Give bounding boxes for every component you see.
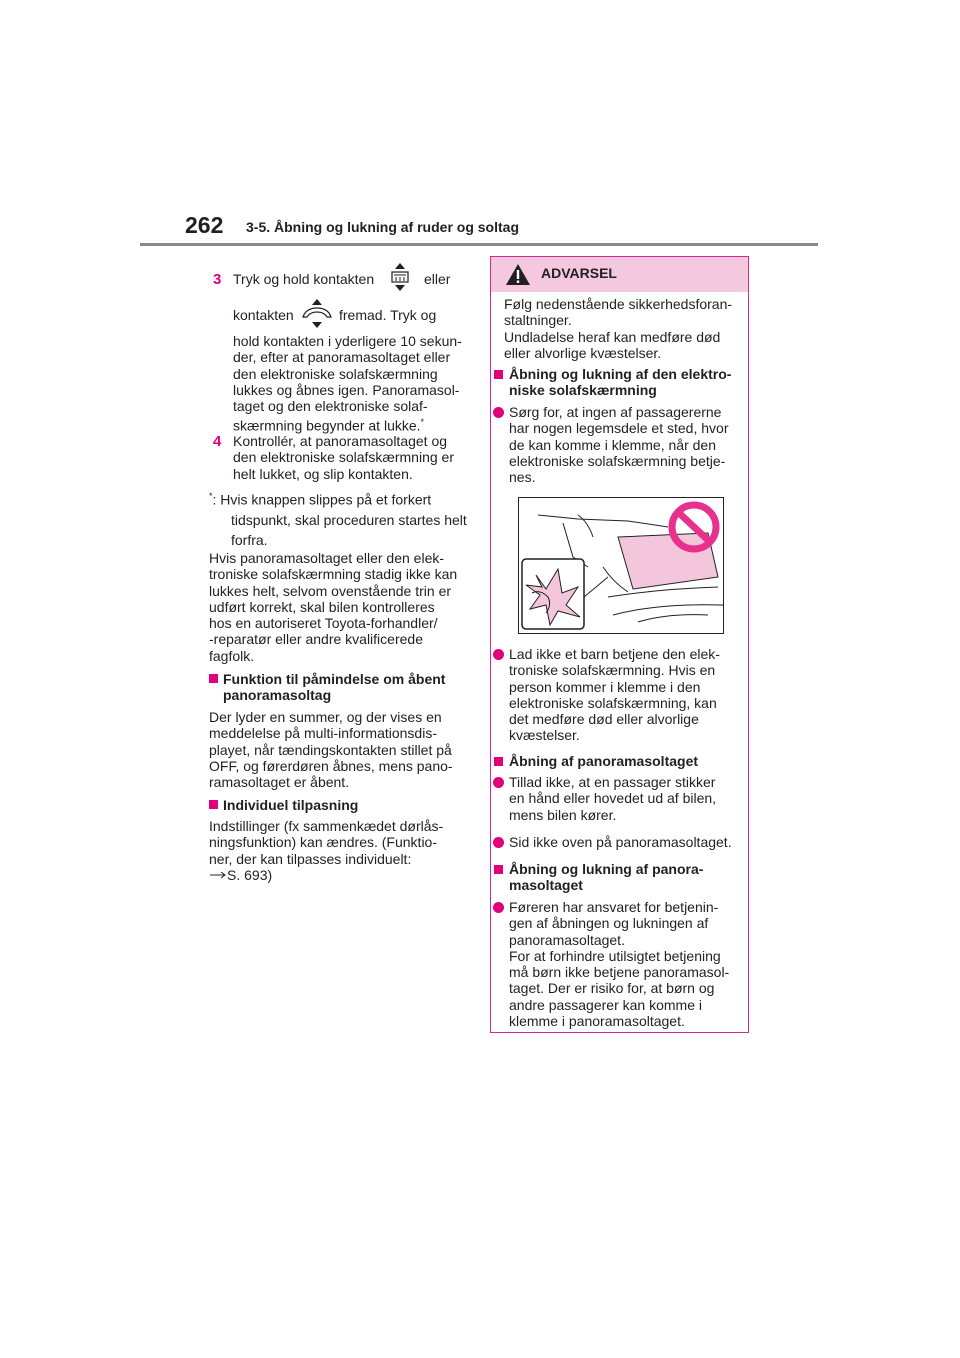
text-line bbox=[209, 486, 471, 510]
text-line bbox=[209, 671, 471, 687]
round-bullet-icon bbox=[493, 837, 504, 848]
heading-customization bbox=[209, 797, 471, 813]
square-bullet-icon bbox=[494, 865, 503, 874]
step-3-line1b: eller bbox=[424, 271, 451, 287]
warning-title: ADVARSEL bbox=[541, 265, 617, 281]
square-bullet-icon bbox=[209, 800, 218, 809]
text-span: skærmning begynder at lukke. bbox=[233, 418, 421, 435]
text-span: Funktion til påmindelse om åbent bbox=[223, 671, 446, 687]
text-line: Åbning af panoramasoltaget bbox=[509, 753, 699, 769]
text-line: elektroniske solafskærmning, kan bbox=[509, 694, 717, 711]
round-bullet-icon bbox=[493, 407, 504, 418]
text-line: gen af åbningen og lukningen af bbox=[509, 915, 709, 932]
text-line: taget og den elektroniske solaf- bbox=[233, 398, 428, 415]
warning-box bbox=[490, 256, 749, 1033]
text-line: taget. Der er risiko for, at børn og bbox=[509, 980, 715, 997]
round-bullet-icon bbox=[493, 777, 504, 788]
text-line: Sørg for, at ingen af passagererne bbox=[509, 404, 722, 420]
warning-triangle-icon bbox=[505, 263, 531, 286]
warning-heading-open-close bbox=[493, 861, 743, 894]
warning-header bbox=[491, 257, 748, 292]
square-bullet-icon bbox=[209, 674, 218, 683]
text-line: fagfolk. bbox=[209, 647, 255, 664]
text-line: Følg nedenstående sikkerhedsforan- bbox=[504, 296, 733, 312]
text-line: den elektroniske solafskærmning bbox=[233, 365, 438, 382]
step-number: 3 bbox=[213, 271, 222, 288]
header-rule bbox=[140, 243, 818, 246]
text-line: der, efter at panoramasoltaget eller bbox=[233, 349, 451, 366]
text-line: hold kontakten i yderligere 10 sekun- bbox=[233, 333, 462, 349]
text-line: lukkes og åbnes igen. Panoramasol- bbox=[233, 381, 460, 398]
step-3-line2a: kontakten bbox=[233, 307, 294, 323]
text-span: Individuel tilpasning bbox=[223, 797, 359, 813]
text-line bbox=[233, 414, 473, 434]
text-line: -reparatør eller andre kvalificerede bbox=[209, 631, 423, 648]
text-line: elektroniske solafskærmning betje- bbox=[509, 452, 726, 469]
text-line: eller alvorlige kvæstelser. bbox=[504, 344, 662, 361]
text-line: ningsfunktion) kan ændres. (Funktio- bbox=[209, 834, 437, 851]
text-line: masoltaget bbox=[509, 877, 583, 894]
footnote-mark: * bbox=[209, 491, 213, 501]
text-line: hos en autoriseret Toyota-forhandler/ bbox=[209, 615, 438, 632]
text-line: panoramasoltag bbox=[223, 687, 332, 704]
warning-bullet-children bbox=[493, 646, 741, 744]
step-number: 4 bbox=[213, 433, 222, 450]
text-line: person kommer i klemme i den bbox=[509, 678, 701, 695]
text-line: Lad ikke et barn betjene den elek- bbox=[509, 646, 720, 662]
step-3-line1a: Tryk og hold kontakten bbox=[233, 271, 375, 287]
warning-heading-opening bbox=[493, 753, 743, 769]
text-line: en hånd eller hovedet ud af bilen, bbox=[509, 790, 717, 807]
step-3-number bbox=[213, 271, 221, 288]
text-line: ramasoltaget er åbent. bbox=[209, 774, 350, 791]
warning-intro bbox=[504, 296, 742, 361]
text-line: ner, der kan tilpasses individuelt: bbox=[209, 850, 412, 867]
text-line: Der lyder en summer, og der vises en bbox=[209, 709, 442, 725]
text-line: de kan komme i klemme, når den bbox=[509, 436, 716, 453]
arrow-right-icon bbox=[209, 870, 227, 880]
text-line: mens bilen kører. bbox=[509, 806, 617, 823]
text-line: den elektroniske solafskærmning er bbox=[233, 449, 454, 466]
text-span: : Hvis knappen slippes på et forkert bbox=[212, 491, 432, 508]
text-line: Åbning og lukning af den elektro- bbox=[509, 366, 732, 382]
step-3-line2b: fremad. Tryk og bbox=[339, 307, 437, 323]
text-line: nes. bbox=[509, 469, 536, 486]
text-line: niske solafskærmning bbox=[509, 382, 657, 399]
text-line: Åbning og lukning af panora- bbox=[509, 861, 704, 877]
warning-bullet-driver bbox=[493, 899, 741, 1029]
text-line: må børn ikke betjene panoramasol- bbox=[509, 964, 730, 981]
text-line: Sid ikke oven på panoramasoltaget. bbox=[509, 834, 732, 850]
page-number: 262 bbox=[185, 212, 224, 238]
text-line: Kontrollér, at panoramasoltaget og bbox=[233, 433, 448, 449]
switch-tilt-icon bbox=[385, 262, 415, 292]
text-line: playet, når tændingskontakten stillet på bbox=[209, 741, 452, 758]
text-line: troniske solafskærmning stadig ikke kan bbox=[209, 566, 458, 583]
text-line: Undladelse heraf kan medføre død bbox=[504, 328, 721, 345]
text-line bbox=[209, 867, 471, 883]
text-line: troniske solafskærmning. Hvis en bbox=[509, 662, 716, 679]
text-line: Indstillinger (fx sammenkædet dørlås- bbox=[209, 818, 444, 834]
text-line: andre passagerer kan komme i bbox=[509, 996, 702, 1013]
square-bullet-icon bbox=[494, 370, 503, 379]
switch-slide-icon bbox=[300, 298, 334, 329]
text-line: panoramasoltaget. bbox=[509, 931, 625, 948]
text-line: helt lukket, og slip kontakten. bbox=[233, 465, 413, 482]
section-title: 3-5. Åbning og lukning af ruder og soltag bbox=[246, 219, 519, 235]
paragraph-customization bbox=[209, 818, 471, 883]
paragraph-not-closing bbox=[209, 550, 471, 664]
text-line: OFF, og førerdøren åbnes, mens pano- bbox=[209, 757, 453, 774]
text-line: tidspunkt, skal proceduren startes helt bbox=[231, 511, 467, 528]
text-line: staltninger. bbox=[504, 312, 572, 329]
text-line: udført korrekt, skal bilen kontrolleres bbox=[209, 598, 435, 615]
footnote bbox=[209, 486, 471, 550]
illustration-hand-caught-in-sunshade bbox=[518, 497, 724, 634]
warning-bullet-body-parts bbox=[493, 404, 741, 485]
footnote-ref: * bbox=[420, 417, 425, 428]
text-line: det medføre død eller alvorlige bbox=[509, 711, 699, 728]
warning-bullet-hand-out bbox=[493, 774, 741, 823]
heading-reminder-function bbox=[209, 671, 471, 704]
text-line: har nogen legemsdele et sted, hvor bbox=[509, 420, 729, 437]
text-line: kvæstelser. bbox=[509, 727, 580, 744]
warning-heading-sunshade bbox=[493, 366, 743, 399]
text-line: Tillad ikke, at en passager stikker bbox=[509, 774, 716, 790]
step-3-body bbox=[233, 333, 473, 434]
text-line: klemme i panoramasoltaget. bbox=[509, 1013, 685, 1030]
text-line: For at forhindre utilsigtet betjening bbox=[509, 947, 721, 964]
text-line: meddelelse på multi-informationsdis- bbox=[209, 725, 437, 742]
round-bullet-icon bbox=[493, 902, 504, 913]
warning-bullet-sit bbox=[493, 834, 741, 850]
square-bullet-icon bbox=[494, 757, 503, 766]
text-line: Hvis panoramasoltaget eller den elek- bbox=[209, 550, 445, 566]
step-4-body bbox=[233, 433, 473, 482]
paragraph-reminder bbox=[209, 709, 471, 790]
text-line: Føreren har ansvaret for betjenin- bbox=[509, 899, 719, 915]
text-line: forfra. bbox=[231, 531, 268, 548]
round-bullet-icon bbox=[493, 649, 504, 660]
text-line: lukkes helt, selvom ovenstående trin er bbox=[209, 582, 452, 599]
page-reference-link[interactable]: S. 693) bbox=[227, 866, 273, 883]
step-4-number bbox=[213, 433, 221, 450]
